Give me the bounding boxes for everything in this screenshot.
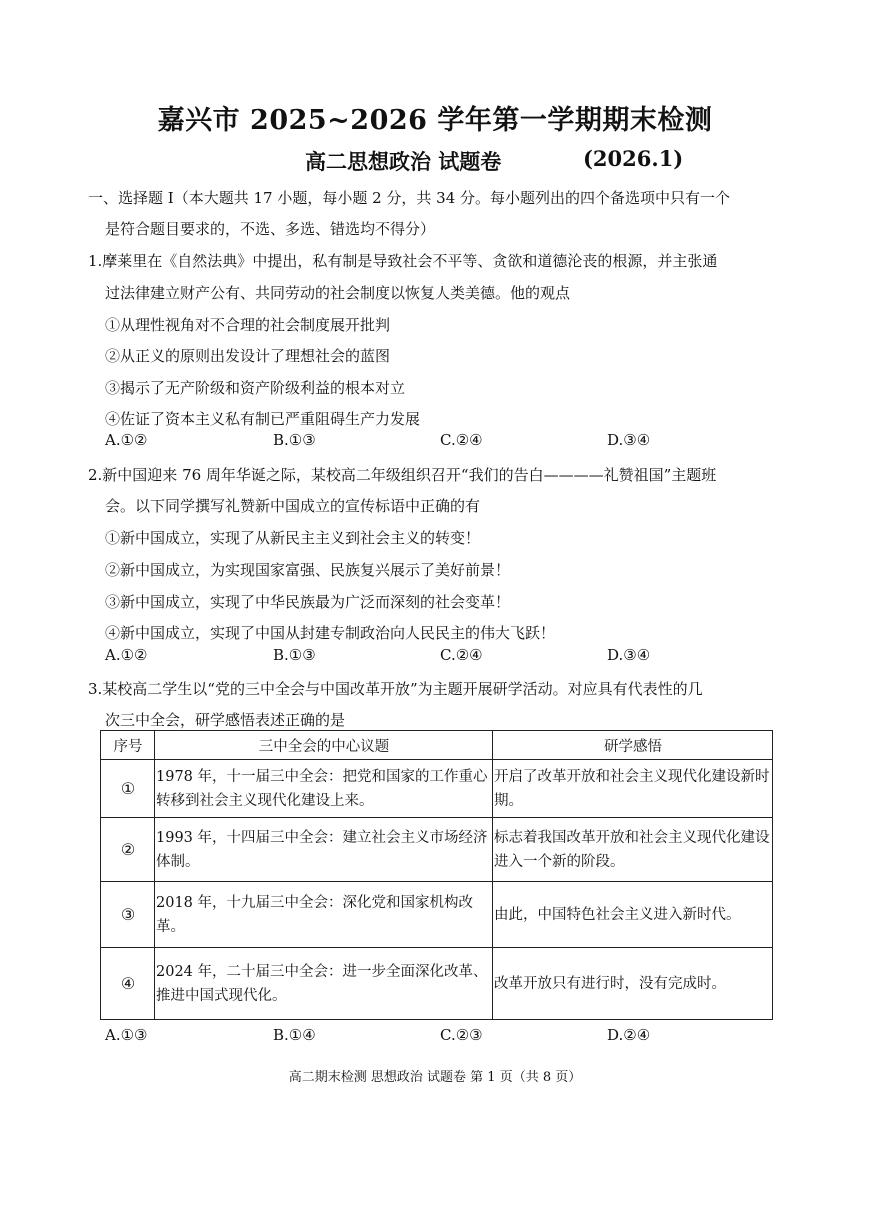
q1-option-a: A.①② — [105, 431, 148, 449]
section-instruction-line2: 是符合题目要求的，不选、多选、错选均不得分） — [105, 220, 436, 238]
table-row — [101, 948, 773, 1020]
table-header-row — [101, 731, 773, 760]
exam-title: 嘉兴市 2025~2026 学年第一学期期末检测 — [157, 105, 713, 136]
q3-table — [100, 730, 773, 1020]
table-row — [101, 760, 773, 818]
table-cell-num: ③ — [101, 882, 155, 948]
q1-stem-line1: 1.摩莱里在《自然法典》中提出，私有制是导致社会不平等、贪欲和道德沦丧的根源，并主张通 — [88, 252, 718, 270]
q3-option-c: C.②③ — [440, 1026, 483, 1044]
q2-stem-line2: 会。以下同学撰写礼赞新中国成立的宣传标语中正确的有 — [105, 497, 481, 515]
q2-option-b: B.①③ — [273, 646, 316, 664]
table-cell-insight: 标志着我国改革开放和社会主义现代化建设进入一个新的阶段。 — [493, 818, 773, 882]
exam-date: (2026.1) — [583, 146, 684, 171]
q2-stem-line1: 2.新中国迎来 76 周年华诞之际，某校高二年级组织召开“我们的告白————礼赞祖国”主题班 — [88, 466, 717, 484]
table-header-insight: 研学感悟 — [493, 731, 773, 760]
q2-item-4: ④新中国成立，实现了中国从封建专制政治向人民民主的伟大飞跃！ — [105, 624, 556, 642]
q2-option-c: C.②④ — [440, 646, 483, 664]
table-cell-insight: 改革开放只有进行时，没有完成时。 — [493, 948, 773, 1020]
table-cell-topic: 2024 年，二十届三中全会：进一步全面深化改革、推进中国式现代化。 — [155, 948, 493, 1020]
table-row — [101, 882, 773, 948]
q1-item-1: ①从理性视角对不合理的社会制度展开批判 — [105, 316, 391, 334]
q2-item-3: ③新中国成立，实现了中华民族最为广泛而深刻的社会变革！ — [105, 593, 511, 611]
table-cell-num: ② — [101, 818, 155, 882]
q3-option-a: A.①③ — [105, 1026, 148, 1044]
table-header-num: 序号 — [101, 731, 155, 760]
table-cell-topic: 1993 年，十四届三中全会：建立社会主义市场经济体制。 — [155, 818, 493, 882]
q2-option-a: A.①② — [105, 646, 148, 664]
q2-item-1: ①新中国成立，实现了从新民主主义到社会主义的转变！ — [105, 529, 481, 547]
section-instruction-line1: 一、选择题 I（本大题共 17 小题，每小题 2 分，共 34 分。每小题列出的四个备选项中只有一个 — [88, 189, 731, 207]
table-row — [101, 818, 773, 882]
table-cell-topic: 1978 年，十一届三中全会：把党和国家的工作重心转移到社会主义现代化建设上来。 — [155, 760, 493, 818]
exam-subtitle: 高二思想政治 试题卷 — [305, 149, 502, 174]
table-header-topic: 三中全会的中心议题 — [155, 731, 493, 760]
q1-item-2: ②从正义的原则出发设计了理想社会的蓝图 — [105, 347, 391, 365]
q1-item-4: ④佐证了资本主义私有制已严重阻碍生产力发展 — [105, 410, 421, 428]
q3-option-b: B.①④ — [273, 1026, 316, 1044]
q1-option-b: B.①③ — [273, 431, 316, 449]
q2-item-2: ②新中国成立，为实现国家富强、民族复兴展示了美好前景！ — [105, 561, 511, 579]
q2-option-d: D.③④ — [607, 646, 651, 664]
table-cell-num: ① — [101, 760, 155, 818]
q1-option-c: C.②④ — [440, 431, 483, 449]
table-cell-insight: 开启了改革开放和社会主义现代化建设新时期。 — [493, 760, 773, 818]
q3-stem-line2: 次三中全会，研学感悟表述正确的是 — [105, 711, 346, 729]
q1-item-3: ③揭示了无产阶级和资产阶级利益的根本对立 — [105, 379, 406, 397]
q1-stem-line2: 过法律建立财产公有、共同劳动的社会制度以恢复人类美德。他的观点 — [105, 284, 571, 302]
table-cell-num: ④ — [101, 948, 155, 1020]
page-footer: 高二期末检测 思想政治 试题卷 第 1 页（共 8 页） — [288, 1070, 582, 1085]
q3-option-d: D.②④ — [607, 1026, 651, 1044]
q1-option-d: D.③④ — [607, 431, 651, 449]
table-cell-topic: 2018 年，十九届三中全会：深化党和国家机构改革。 — [155, 882, 493, 948]
table-cell-insight: 由此，中国特色社会主义进入新时代。 — [493, 882, 773, 948]
q3-stem-line1: 3.某校高二学生以“党的三中全会与中国改革开放”为主题开展研学活动。对应具有代表性的几 — [88, 680, 703, 698]
